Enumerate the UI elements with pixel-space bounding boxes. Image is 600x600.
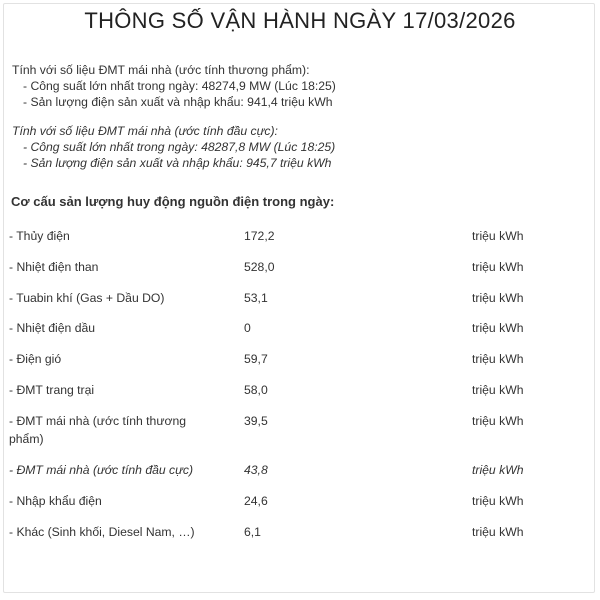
source-name: - Nhiệt điện than [9, 260, 99, 274]
source-unit: triệu kWh [472, 352, 524, 366]
source-name: - ĐMT mái nhà (ước tính thương phẩm) [9, 414, 187, 446]
source-value: 53,1 [244, 291, 268, 305]
source-name: - ĐMT trang trại [9, 383, 95, 397]
source-value: 43,8 [244, 463, 268, 477]
source-value: 6,1 [244, 525, 261, 539]
source-name: - Nhiệt điện dầu [9, 321, 96, 335]
source-unit: triệu kWh [472, 383, 524, 397]
source-value: 24,6 [244, 494, 268, 508]
source-value: 0 [244, 321, 251, 335]
source-value: 528,0 [244, 260, 275, 274]
source-name: - Nhập khẩu điện [9, 494, 102, 508]
page-title: THÔNG SỐ VẬN HÀNH NGÀY 17/03/2026 [84, 8, 516, 33]
structure-heading: Cơ cấu sản lượng huy động nguồn điện trong ngày: [11, 194, 335, 209]
terminal-heading: Tính với số liệu ĐMT mái nhà (ước tính đầu cực): [12, 124, 278, 138]
source-unit: triệu kWh [472, 494, 524, 508]
commercial-capacity: - Công suất lớn nhất trong ngày: 48274,9 MW (Lúc 18:25) [23, 79, 336, 93]
source-name: - Thủy điện [9, 229, 70, 243]
source-unit: triệu kWh [472, 414, 524, 428]
terminal-capacity: - Công suất lớn nhất trong ngày: 48287,8 MW (Lúc 18:25) [23, 140, 336, 154]
commercial-heading: Tính với số liệu ĐMT mái nhà (ước tính thương phẩm): [12, 63, 310, 77]
source-value: 39,5 [244, 414, 268, 428]
terminal-output: - Sản lượng điện sản xuất và nhập khẩu: 945,7 triệu kWh [23, 156, 332, 170]
source-unit: triệu kWh [472, 260, 524, 274]
source-name: - Điện gió [9, 352, 62, 366]
source-name: - Tuabin khí (Gas + Dầu DO) [9, 291, 165, 305]
source-unit: triệu kWh [472, 463, 524, 477]
commercial-output: - Sản lượng điện sản xuất và nhập khẩu: 941,4 triệu kWh [23, 95, 333, 109]
terminal-section [12, 123, 335, 171]
source-unit: triệu kWh [472, 321, 524, 335]
source-name: - ĐMT mái nhà (ước tính đầu cực) [9, 463, 194, 477]
source-value: 58,0 [244, 383, 268, 397]
source-value: 172,2 [244, 229, 275, 243]
source-unit: triệu kWh [472, 291, 524, 305]
source-unit: triệu kWh [472, 229, 524, 243]
source-unit: triệu kWh [472, 525, 524, 539]
source-value: 59,7 [244, 352, 268, 366]
source-name: - Khác (Sinh khối, Diesel Nam, …) [9, 525, 195, 539]
commercial-section [12, 62, 336, 110]
